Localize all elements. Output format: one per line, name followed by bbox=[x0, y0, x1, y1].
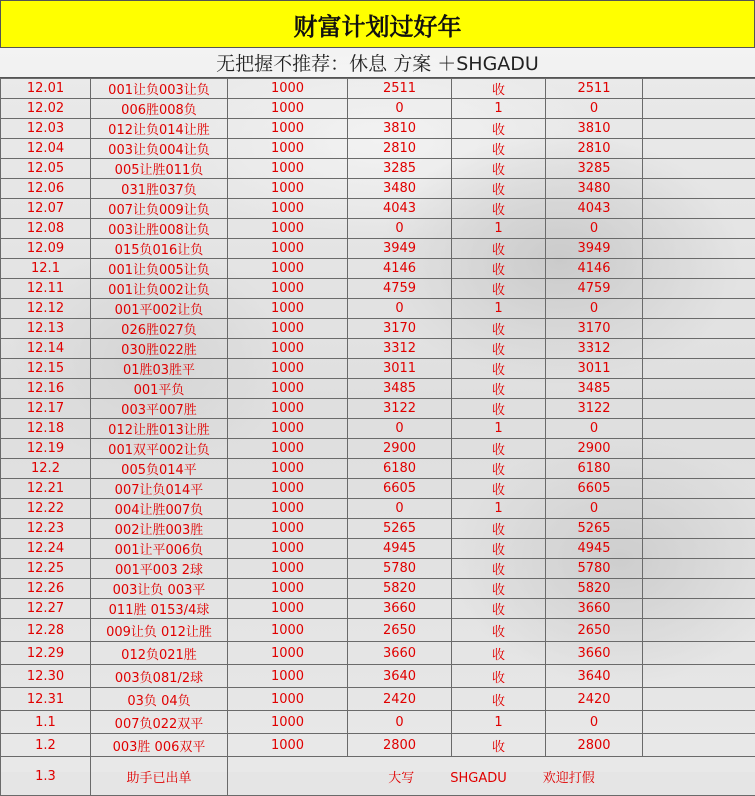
cell-match: 007让负009让负 bbox=[91, 199, 228, 219]
footer-row bbox=[1, 757, 755, 796]
cell-date: 12.05 bbox=[1, 159, 91, 179]
table-row bbox=[1, 439, 755, 459]
table-row bbox=[1, 711, 755, 734]
table-row bbox=[1, 139, 755, 159]
table-row bbox=[1, 339, 755, 359]
cell-result: 3640 bbox=[348, 665, 452, 688]
cell-profit: 3660 bbox=[546, 599, 643, 619]
table-row bbox=[1, 279, 755, 299]
cell-status: 收 bbox=[452, 359, 546, 379]
cell-status: 收 bbox=[452, 665, 546, 688]
cell-profit: 3011 bbox=[546, 359, 643, 379]
table-row bbox=[1, 559, 755, 579]
cell-result: 3011 bbox=[348, 359, 452, 379]
cell-match: 001平002让负 bbox=[91, 299, 228, 319]
table-row bbox=[1, 239, 755, 259]
cell-empty bbox=[643, 199, 755, 219]
cell-empty bbox=[643, 619, 755, 642]
cell-empty bbox=[643, 299, 755, 319]
cell-profit: 0 bbox=[546, 499, 643, 519]
table-row bbox=[1, 642, 755, 665]
cell-stake: 1000 bbox=[228, 379, 348, 399]
cell-profit: 5820 bbox=[546, 579, 643, 599]
cell-date: 12.09 bbox=[1, 239, 91, 259]
cell-status: 收 bbox=[452, 259, 546, 279]
cell-profit: 2420 bbox=[546, 688, 643, 711]
cell-date: 12.31 bbox=[1, 688, 91, 711]
cell-empty bbox=[643, 239, 755, 259]
cell-profit: 4146 bbox=[546, 259, 643, 279]
table-row bbox=[1, 199, 755, 219]
cell-result: 4759 bbox=[348, 279, 452, 299]
cell-result: 3660 bbox=[348, 642, 452, 665]
cell-date: 12.12 bbox=[1, 299, 91, 319]
subtitle-banner: 无把握不推荐：休息 方案 ＋SHGADU bbox=[0, 48, 755, 78]
cell-profit: 5265 bbox=[546, 519, 643, 539]
cell-status: 收 bbox=[452, 199, 546, 219]
cell-stake: 1000 bbox=[228, 159, 348, 179]
table-row bbox=[1, 119, 755, 139]
cell-match: 012让胜013让胜 bbox=[91, 419, 228, 439]
cell-date: 12.18 bbox=[1, 419, 91, 439]
cell-stake: 1000 bbox=[228, 459, 348, 479]
cell-date: 12.30 bbox=[1, 665, 91, 688]
cell-result: 4945 bbox=[348, 539, 452, 559]
cell-stake: 1000 bbox=[228, 359, 348, 379]
cell-stake: 1000 bbox=[228, 99, 348, 119]
cell-status: 收 bbox=[452, 279, 546, 299]
cell-stake: 1000 bbox=[228, 319, 348, 339]
cell-date: 12.23 bbox=[1, 519, 91, 539]
cell-date: 12.26 bbox=[1, 579, 91, 599]
cell-match: 001让负002让负 bbox=[91, 279, 228, 299]
cell-stake: 1000 bbox=[228, 439, 348, 459]
cell-stake: 1000 bbox=[228, 279, 348, 299]
table-row bbox=[1, 359, 755, 379]
cell-status: 收 bbox=[452, 734, 546, 757]
cell-match: 005负014平 bbox=[91, 459, 228, 479]
table-row bbox=[1, 479, 755, 499]
cell-profit: 2810 bbox=[546, 139, 643, 159]
table-row bbox=[1, 299, 755, 319]
cell-stake: 1000 bbox=[228, 619, 348, 642]
cell-profit: 2650 bbox=[546, 619, 643, 642]
cell-profit: 3122 bbox=[546, 399, 643, 419]
cell-status: 收 bbox=[452, 319, 546, 339]
cell-stake: 1000 bbox=[228, 79, 348, 99]
cell-match: 003平007胜 bbox=[91, 399, 228, 419]
cell-match: 011胜 0153/4球 bbox=[91, 599, 228, 619]
cell-match: 015负016让负 bbox=[91, 239, 228, 259]
cell-empty bbox=[643, 139, 755, 159]
cell-date: 12.22 bbox=[1, 499, 91, 519]
table-row bbox=[1, 579, 755, 599]
cell-empty bbox=[643, 479, 755, 499]
cell-result: 3170 bbox=[348, 319, 452, 339]
cell-status: 1 bbox=[452, 711, 546, 734]
cell-stake: 1000 bbox=[228, 539, 348, 559]
cell-match: 009让负 012让胜 bbox=[91, 619, 228, 642]
cell-result: 2900 bbox=[348, 439, 452, 459]
cell-status: 收 bbox=[452, 179, 546, 199]
cell-match: 002让胜003胜 bbox=[91, 519, 228, 539]
cell-status: 1 bbox=[452, 219, 546, 239]
cell-status: 1 bbox=[452, 299, 546, 319]
cell-profit: 2900 bbox=[546, 439, 643, 459]
cell-empty bbox=[643, 279, 755, 299]
cell-empty bbox=[643, 711, 755, 734]
cell-status: 收 bbox=[452, 579, 546, 599]
cell-result: 3660 bbox=[348, 599, 452, 619]
cell-match: 01胜03胜平 bbox=[91, 359, 228, 379]
cell-empty bbox=[643, 539, 755, 559]
cell-stake: 1000 bbox=[228, 711, 348, 734]
cell-status: 收 bbox=[452, 159, 546, 179]
table-row bbox=[1, 179, 755, 199]
cell-date: 12.2 bbox=[1, 459, 91, 479]
cell-profit: 3810 bbox=[546, 119, 643, 139]
cell-empty bbox=[643, 734, 755, 757]
table-row bbox=[1, 619, 755, 642]
cell-result: 5820 bbox=[348, 579, 452, 599]
cell-stake: 1000 bbox=[228, 199, 348, 219]
cell-empty bbox=[643, 319, 755, 339]
table-row bbox=[1, 79, 755, 99]
cell-stake: 1000 bbox=[228, 519, 348, 539]
page-title: 财富计划过好年 bbox=[0, 0, 755, 48]
cell-match: 003让负004让负 bbox=[91, 139, 228, 159]
cell-empty bbox=[643, 665, 755, 688]
cell-empty bbox=[643, 79, 755, 99]
cell-date: 12.15 bbox=[1, 359, 91, 379]
cell-profit: 2800 bbox=[546, 734, 643, 757]
cell-empty bbox=[643, 219, 755, 239]
cell-result: 3949 bbox=[348, 239, 452, 259]
cell-status: 收 bbox=[452, 459, 546, 479]
cell-result: 4146 bbox=[348, 259, 452, 279]
cell-empty bbox=[643, 359, 755, 379]
cell-result: 0 bbox=[348, 219, 452, 239]
cell-profit: 3312 bbox=[546, 339, 643, 359]
cell-empty bbox=[643, 599, 755, 619]
table-row bbox=[1, 519, 755, 539]
cell-date: 12.13 bbox=[1, 319, 91, 339]
cell-stake: 1000 bbox=[228, 559, 348, 579]
cell-status: 1 bbox=[452, 99, 546, 119]
cell-stake: 1000 bbox=[228, 119, 348, 139]
cell-empty bbox=[643, 379, 755, 399]
cell-match: 005让胜011负 bbox=[91, 159, 228, 179]
footer-note-part: 大写 bbox=[388, 771, 414, 786]
table-row bbox=[1, 665, 755, 688]
table-row bbox=[1, 419, 755, 439]
cell-date: 12.07 bbox=[1, 199, 91, 219]
cell-match: 003胜 006双平 bbox=[91, 734, 228, 757]
cell-stake: 1000 bbox=[228, 734, 348, 757]
cell-result: 0 bbox=[348, 419, 452, 439]
table-row bbox=[1, 219, 755, 239]
cell-profit: 3485 bbox=[546, 379, 643, 399]
cell-date: 12.17 bbox=[1, 399, 91, 419]
cell-status: 收 bbox=[452, 399, 546, 419]
cell-stake: 1000 bbox=[228, 399, 348, 419]
cell-date: 12.11 bbox=[1, 279, 91, 299]
cell-result: 3312 bbox=[348, 339, 452, 359]
cell-date: 12.14 bbox=[1, 339, 91, 359]
cell-profit: 3480 bbox=[546, 179, 643, 199]
cell-result: 0 bbox=[348, 99, 452, 119]
cell-result: 5780 bbox=[348, 559, 452, 579]
cell-stake: 1000 bbox=[228, 239, 348, 259]
cell-stake: 1000 bbox=[228, 219, 348, 239]
cell-match: 026胜027负 bbox=[91, 319, 228, 339]
cell-match: 004让胜007负 bbox=[91, 499, 228, 519]
cell-status: 收 bbox=[452, 119, 546, 139]
cell-stake: 1000 bbox=[228, 688, 348, 711]
cell-match: 001让平006负 bbox=[91, 539, 228, 559]
table-row bbox=[1, 734, 755, 757]
cell-profit: 0 bbox=[546, 299, 643, 319]
table-row bbox=[1, 539, 755, 559]
cell-profit: 2511 bbox=[546, 79, 643, 99]
cell-stake: 1000 bbox=[228, 139, 348, 159]
cell-empty bbox=[643, 579, 755, 599]
cell-date: 12.21 bbox=[1, 479, 91, 499]
cell-result: 2810 bbox=[348, 139, 452, 159]
cell-result: 3485 bbox=[348, 379, 452, 399]
cell-profit: 4945 bbox=[546, 539, 643, 559]
cell-match: 001让负005让负 bbox=[91, 259, 228, 279]
cell-empty bbox=[643, 179, 755, 199]
cell-empty bbox=[643, 99, 755, 119]
footer-note-part: 欢迎打假 bbox=[543, 771, 595, 786]
cell-empty bbox=[643, 439, 755, 459]
cell-stake: 1000 bbox=[228, 419, 348, 439]
cell-empty bbox=[643, 688, 755, 711]
cell-empty bbox=[643, 259, 755, 279]
cell-profit: 4043 bbox=[546, 199, 643, 219]
cell-empty bbox=[643, 559, 755, 579]
cell-profit: 3640 bbox=[546, 665, 643, 688]
cell-date: 1.1 bbox=[1, 711, 91, 734]
table-row bbox=[1, 599, 755, 619]
cell-stake: 1000 bbox=[228, 299, 348, 319]
cell-result: 2650 bbox=[348, 619, 452, 642]
footer-date: 1.3 bbox=[1, 757, 91, 796]
cell-status: 收 bbox=[452, 79, 546, 99]
cell-profit: 4759 bbox=[546, 279, 643, 299]
cell-result: 2511 bbox=[348, 79, 452, 99]
cell-status: 1 bbox=[452, 419, 546, 439]
cell-profit: 6605 bbox=[546, 479, 643, 499]
cell-empty bbox=[643, 159, 755, 179]
cell-date: 12.08 bbox=[1, 219, 91, 239]
table-row bbox=[1, 459, 755, 479]
cell-empty bbox=[643, 519, 755, 539]
cell-stake: 1000 bbox=[228, 259, 348, 279]
cell-match: 031胜037负 bbox=[91, 179, 228, 199]
cell-status: 收 bbox=[452, 599, 546, 619]
cell-date: 12.03 bbox=[1, 119, 91, 139]
cell-status: 收 bbox=[452, 642, 546, 665]
cell-date: 12.02 bbox=[1, 99, 91, 119]
cell-match: 001让负003让负 bbox=[91, 79, 228, 99]
cell-result: 3480 bbox=[348, 179, 452, 199]
cell-empty bbox=[643, 642, 755, 665]
cell-stake: 1000 bbox=[228, 642, 348, 665]
cell-status: 收 bbox=[452, 619, 546, 642]
cell-result: 2420 bbox=[348, 688, 452, 711]
table-row bbox=[1, 499, 755, 519]
cell-match: 012让负014让胜 bbox=[91, 119, 228, 139]
cell-status: 收 bbox=[452, 559, 546, 579]
footer-note bbox=[228, 757, 755, 796]
cell-match: 030胜022胜 bbox=[91, 339, 228, 359]
cell-status: 收 bbox=[452, 479, 546, 499]
cell-result: 0 bbox=[348, 299, 452, 319]
cell-status: 收 bbox=[452, 239, 546, 259]
cell-match: 001平负 bbox=[91, 379, 228, 399]
cell-stake: 1000 bbox=[228, 339, 348, 359]
table-body bbox=[1, 79, 755, 796]
cell-stake: 1000 bbox=[228, 499, 348, 519]
cell-profit: 3170 bbox=[546, 319, 643, 339]
cell-match: 003负081/2球 bbox=[91, 665, 228, 688]
cell-profit: 6180 bbox=[546, 459, 643, 479]
cell-empty bbox=[643, 419, 755, 439]
cell-match: 03负 04负 bbox=[91, 688, 228, 711]
cell-date: 12.16 bbox=[1, 379, 91, 399]
cell-result: 3122 bbox=[348, 399, 452, 419]
cell-date: 12.28 bbox=[1, 619, 91, 642]
cell-stake: 1000 bbox=[228, 179, 348, 199]
cell-date: 12.29 bbox=[1, 642, 91, 665]
cell-profit: 0 bbox=[546, 219, 643, 239]
table-row bbox=[1, 399, 755, 419]
cell-date: 12.06 bbox=[1, 179, 91, 199]
table-row bbox=[1, 99, 755, 119]
cell-date: 12.1 bbox=[1, 259, 91, 279]
table-row bbox=[1, 319, 755, 339]
results-table bbox=[0, 78, 755, 796]
cell-status: 收 bbox=[452, 339, 546, 359]
cell-date: 12.27 bbox=[1, 599, 91, 619]
cell-profit: 0 bbox=[546, 419, 643, 439]
table-row bbox=[1, 159, 755, 179]
cell-match: 001平003 2球 bbox=[91, 559, 228, 579]
cell-profit: 0 bbox=[546, 99, 643, 119]
cell-empty bbox=[643, 499, 755, 519]
cell-date: 12.19 bbox=[1, 439, 91, 459]
cell-result: 2800 bbox=[348, 734, 452, 757]
cell-date: 12.04 bbox=[1, 139, 91, 159]
cell-date: 12.24 bbox=[1, 539, 91, 559]
cell-status: 1 bbox=[452, 499, 546, 519]
table-row bbox=[1, 379, 755, 399]
cell-match: 001双平002让负 bbox=[91, 439, 228, 459]
cell-empty bbox=[643, 399, 755, 419]
cell-empty bbox=[643, 459, 755, 479]
cell-status: 收 bbox=[452, 519, 546, 539]
cell-result: 6605 bbox=[348, 479, 452, 499]
cell-date: 1.2 bbox=[1, 734, 91, 757]
cell-profit: 3285 bbox=[546, 159, 643, 179]
cell-empty bbox=[643, 119, 755, 139]
cell-empty bbox=[643, 339, 755, 359]
cell-match: 007负022双平 bbox=[91, 711, 228, 734]
cell-result: 4043 bbox=[348, 199, 452, 219]
cell-date: 12.01 bbox=[1, 79, 91, 99]
cell-match: 006胜008负 bbox=[91, 99, 228, 119]
cell-result: 3285 bbox=[348, 159, 452, 179]
cell-status: 收 bbox=[452, 439, 546, 459]
cell-match: 003让胜008让负 bbox=[91, 219, 228, 239]
cell-result: 5265 bbox=[348, 519, 452, 539]
cell-match: 007让负014平 bbox=[91, 479, 228, 499]
cell-status: 收 bbox=[452, 688, 546, 711]
cell-date: 12.25 bbox=[1, 559, 91, 579]
cell-profit: 5780 bbox=[546, 559, 643, 579]
cell-result: 6180 bbox=[348, 459, 452, 479]
table-row bbox=[1, 688, 755, 711]
cell-profit: 3660 bbox=[546, 642, 643, 665]
cell-result: 0 bbox=[348, 711, 452, 734]
cell-profit: 0 bbox=[546, 711, 643, 734]
cell-result: 0 bbox=[348, 499, 452, 519]
cell-stake: 1000 bbox=[228, 599, 348, 619]
cell-status: 收 bbox=[452, 539, 546, 559]
cell-match: 003让负 003平 bbox=[91, 579, 228, 599]
cell-stake: 1000 bbox=[228, 479, 348, 499]
footer-note-part: SHGADU bbox=[450, 771, 507, 786]
cell-profit: 3949 bbox=[546, 239, 643, 259]
cell-result: 3810 bbox=[348, 119, 452, 139]
cell-status: 收 bbox=[452, 379, 546, 399]
cell-status: 收 bbox=[452, 139, 546, 159]
table-row bbox=[1, 259, 755, 279]
footer-label: 助手已出单 bbox=[91, 757, 228, 796]
cell-stake: 1000 bbox=[228, 665, 348, 688]
cell-stake: 1000 bbox=[228, 579, 348, 599]
cell-match: 012负021胜 bbox=[91, 642, 228, 665]
